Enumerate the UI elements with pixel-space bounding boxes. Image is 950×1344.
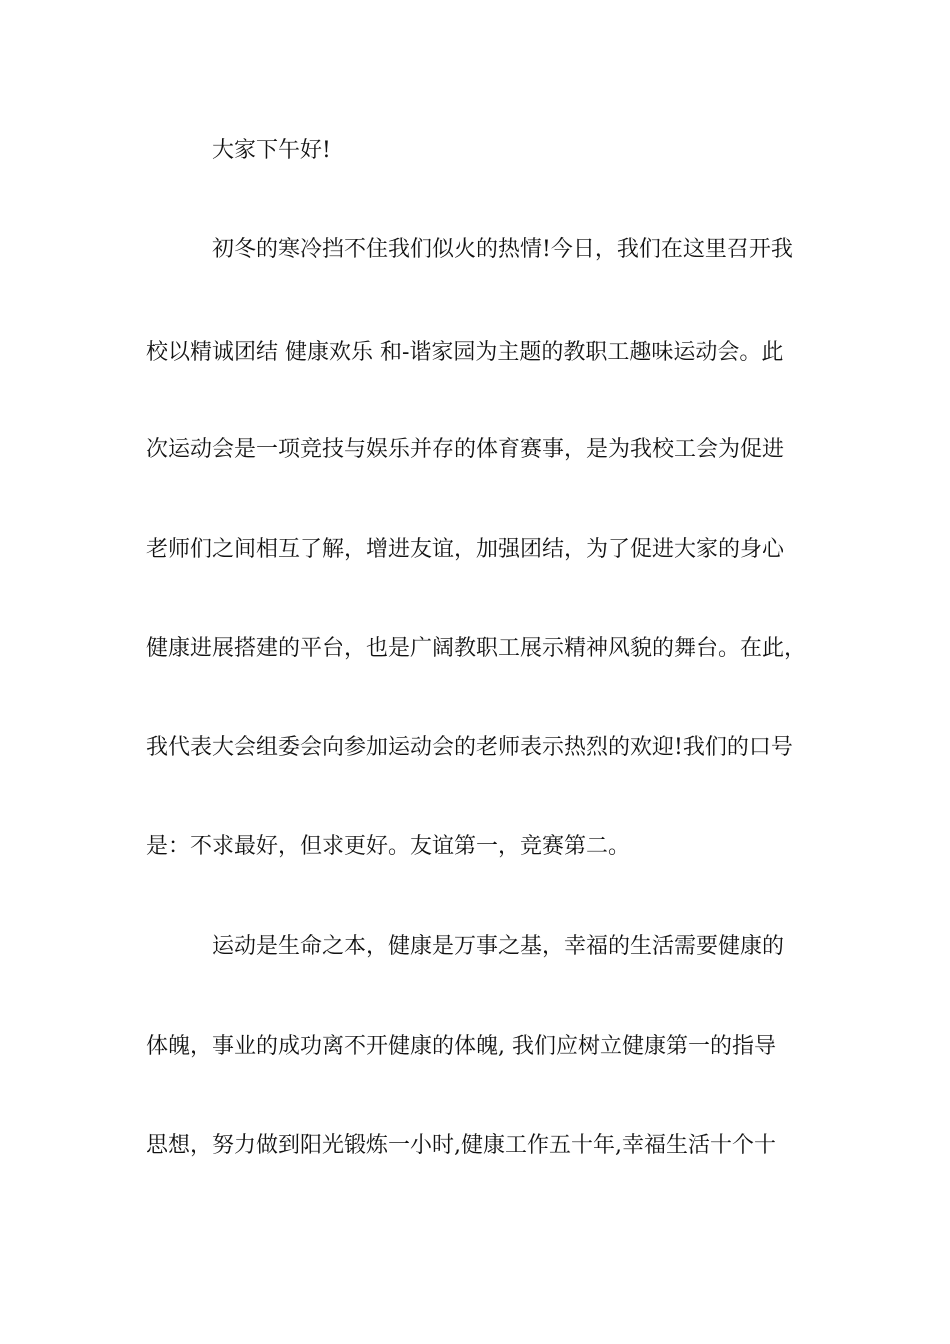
paragraph-1-line-6: 我代表大会组委会向参加运动会的老师表示热烈的欢迎!我们的口号 (146, 735, 793, 760)
paragraph-1-line-7: 是：不求最好，但求更好。友谊第一，竞赛第二。 (146, 834, 631, 859)
paragraph-1-line-5: 健康进展搭建的平台，也是广阔教职工展示精神风貌的舞台。在此， (146, 636, 807, 661)
greeting-line: 大家下午好! (212, 138, 331, 163)
paragraph-2-line-3: 思想，努力做到阳光锻炼一小时,健康工作五十年,幸福生活十个十 (146, 1133, 776, 1158)
paragraph-1-line-2: 校以精诚团结 健康欢乐 和-谐家园为主题的教职工趣味运动会。此 (146, 340, 784, 365)
paragraph-2-line-2: 体魄，事业的成功离不开健康的体魄, 我们应树立健康第一的指导 (146, 1034, 776, 1059)
paragraph-1-line-3: 次运动会是一项竞技与娱乐并存的体育赛事，是为我校工会为促进 (146, 437, 785, 462)
paragraph-1-line-4: 老师们之间相互了解，增进友谊，加强团结，为了促进大家的身心 (146, 537, 785, 562)
paragraph-2-line-1: 运动是生命之本，健康是万事之基，幸福的生活需要健康的 (212, 934, 785, 959)
paragraph-1-line-1: 初冬的寒冷挡不住我们似火的热情!今日，我们在这里召开我 (212, 237, 793, 262)
